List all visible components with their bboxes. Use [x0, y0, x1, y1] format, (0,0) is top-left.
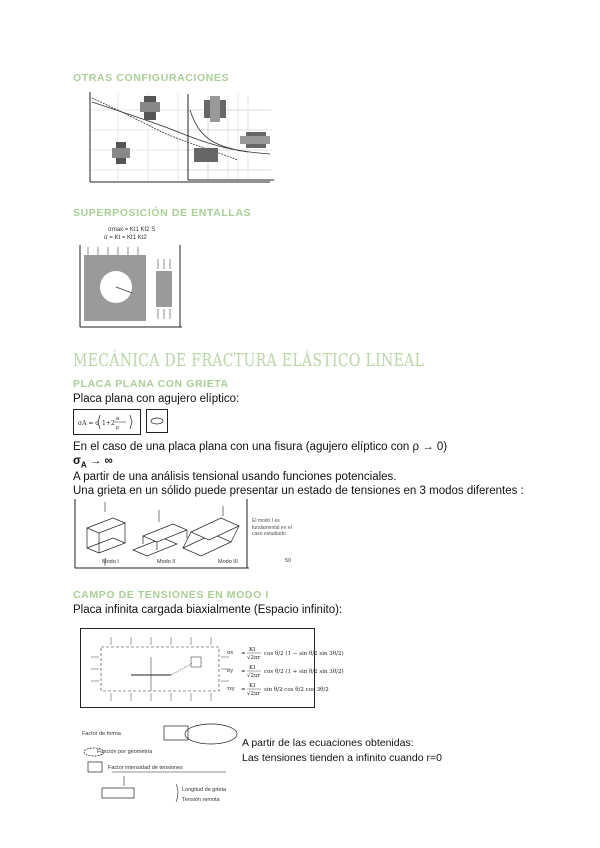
figure-otras-configuraciones-right — [180, 90, 276, 186]
sketch-note-funcion-geometria: Función por geometría — [97, 749, 153, 755]
svg-text:sin θ/2 cos θ/2 cos 3θ/2: sin θ/2 cos θ/2 cos 3θ/2 — [264, 687, 329, 693]
eq-label-sigma-y: σy — [227, 668, 234, 674]
svg-text:=: = — [241, 687, 246, 693]
svg-text:√2πr: √2πr — [247, 691, 261, 697]
formula-superposicion-2: σ = Kt = Kt1 Kt2 — [104, 235, 147, 241]
sketch-note-factor-intensidad: Factor intensidad de tensiones — [108, 765, 183, 771]
title-mecanica-fractura: MECÁNICA DE FRACTURA ELÁSTICO LINEAL — [73, 350, 425, 371]
svg-text:KI: KI — [249, 683, 256, 689]
note-page-number: 50 — [285, 558, 292, 564]
svg-text:a: a — [116, 416, 119, 422]
sketch-note-factor-forma: Factor de forma — [82, 731, 121, 737]
heading-campo-tensiones: CAMPO DE TENSIONES EN MODO I — [73, 589, 269, 601]
svg-text:KI: KI — [249, 665, 256, 671]
svg-text:=: = — [241, 669, 246, 675]
heading-placa-plana: PLACA PLANA CON GRIETA — [73, 378, 229, 390]
figure-campo-tensiones — [80, 628, 344, 708]
text-analisis-tensional: A partir de una análisis tensional usando funciones potenciales. — [73, 471, 397, 483]
label-modo-1: Modo I — [102, 559, 119, 565]
svg-text:ρ: ρ — [116, 425, 119, 431]
text-placa-fisura: En el caso de una placa plana con una fisura (agujero elíptico con ρ → 0) — [73, 441, 448, 453]
text-ecuaciones-obtenidas: A partir de las ecuaciones obtenidas: — [242, 737, 414, 749]
figure-superposicion — [76, 245, 186, 329]
heading-superposicion: SUPERPOSICIÓN DE ENTALLAS — [73, 207, 252, 219]
svg-text:1+2: 1+2 — [102, 420, 115, 427]
text-placa-infinita: Placa infinita cargada biaxialmente (Espacio infinito): — [73, 604, 343, 616]
label-modo-3: Modo III — [218, 559, 238, 565]
label-modo-2: Modo II — [157, 559, 176, 565]
eq-label-sigma-x: σx — [227, 650, 234, 656]
eq-label-tau-xy: τxy — [227, 686, 235, 692]
formula-sigma-infinito — [73, 455, 113, 469]
formula-box-agujero — [73, 409, 141, 435]
text-tensiones-infinito: Las tensiones tienden a infinito cuando r=0 — [242, 752, 442, 764]
sigma-subscript: A — [80, 460, 87, 470]
figure-agujero-eliptico — [146, 409, 168, 433]
formula-superposicion-1: σmax = Kt1 Kt2 S — [108, 227, 156, 233]
svg-text:√2πr: √2πr — [247, 673, 261, 679]
note-modo-fundamental: El modo I es fundamental en el caso estudiado — [252, 518, 292, 537]
heading-otras-configuraciones: OTRAS CONFIGURACIONES — [73, 72, 230, 84]
text-placa-agujero: Placa plana con agujero elíptico: — [73, 393, 240, 405]
svg-text:cos θ/2 (1 − sin θ/2 sin 3θ/2): cos θ/2 (1 − sin θ/2 sin 3θ/2) — [264, 651, 344, 657]
text-modos-grieta: Una grieta en un sólido puede presentar un estado de tensiones en 3 modos diferentes : — [73, 485, 524, 497]
svg-text:KI: KI — [249, 647, 256, 653]
sketch-note-longitud-grieta: Longitud de grieta — [182, 787, 227, 793]
sigma-symbol: σ — [73, 455, 81, 467]
sigma-arrow-infinity: → ∞ — [86, 455, 113, 467]
svg-text:σA = σ: σA = σ — [78, 420, 100, 427]
svg-text:=: = — [241, 651, 246, 657]
svg-text:√2πr: √2πr — [247, 655, 261, 661]
sketch-note-tension-remota: Tensión remota — [182, 797, 220, 803]
svg-text:cos θ/2 (1 + sin θ/2 sin 3θ/2): cos θ/2 (1 + sin θ/2 sin 3θ/2) — [264, 669, 344, 675]
